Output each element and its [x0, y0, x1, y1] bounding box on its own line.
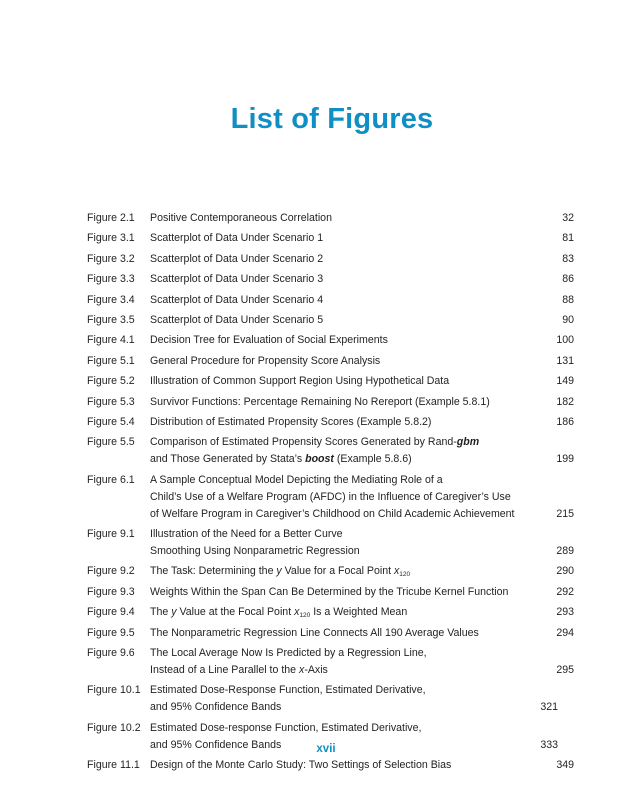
page-title: List of Figures — [230, 103, 434, 135]
caption-line: Scatterplot of Data Under Scenario 1 — [150, 232, 324, 245]
figure-caption — [150, 414, 529, 431]
figure-entry — [87, 353, 574, 370]
figure-number: Figure 5.4 — [87, 415, 135, 428]
caption-line: Positive Contemporaneous Correlation — [150, 212, 332, 224]
figure-entry — [87, 394, 574, 411]
figure-caption — [150, 563, 529, 580]
caption-line: Comparison of Estimated Propensity Scores Generated by Rand-gbm — [150, 436, 480, 449]
figure-list — [87, 210, 574, 778]
figure-entry — [87, 584, 574, 601]
caption-line: and 95% Confidence Bands — [150, 738, 282, 751]
caption-line: Distribution of Estimated Propensity Scores (Example 5.8.2) — [150, 415, 432, 428]
figure-caption — [150, 230, 529, 247]
figure-entry — [87, 472, 574, 523]
figure-caption — [150, 757, 529, 774]
page-ref: 294 — [556, 626, 574, 639]
figure-caption — [150, 332, 529, 349]
figure-caption — [150, 434, 529, 468]
figure-caption — [150, 292, 529, 309]
figure-entry — [87, 251, 574, 268]
figure-entry — [87, 332, 574, 349]
caption-line: The Task: Determining the y Value for a Focal Point $x_{120}$ — [150, 565, 411, 579]
caption-line: Instead of a Line Parallel to the x-Axis — [150, 664, 328, 677]
figure-number: Figure 4.1 — [87, 334, 135, 347]
figure-entry — [87, 271, 574, 288]
caption-line: Scatterplot of Data Under Scenario 3 — [150, 273, 324, 286]
figure-caption — [150, 604, 529, 621]
figure-caption — [150, 682, 529, 716]
figure-caption — [150, 394, 529, 411]
page-ref: 321 — [540, 701, 558, 714]
figure-entry — [87, 682, 574, 716]
figure-number: Figure 3.5 — [87, 313, 135, 326]
caption-line: Estimated Dose-response Function, Estimated Derivative, — [150, 721, 422, 734]
caption-line: of Welfare Program in Caregiver’s Childhood on Child Academic Achievement — [150, 507, 515, 520]
page-ref: 182 — [556, 395, 574, 408]
figure-number: Figure 3.1 — [87, 232, 135, 245]
caption-line: Illustration of the Need for a Better Curve — [150, 528, 343, 541]
figure-number: Figure 5.5 — [87, 436, 135, 449]
caption-line: Weights Within the Span Can Be Determined by the Tricube Kernel Function — [150, 585, 509, 598]
page-ref: 90 — [562, 313, 574, 326]
figure-caption — [150, 251, 529, 268]
figure-caption — [150, 625, 529, 642]
figure-entry — [87, 757, 574, 774]
caption-line: The Local Average Now Is Predicted by a Regression Line, — [150, 647, 427, 660]
page-ref: 293 — [556, 606, 574, 619]
figure-number: Figure 5.3 — [87, 395, 135, 408]
caption-line: Design of the Monte Carlo Study: Two Settings of Selection Bias — [150, 759, 452, 772]
page-ref: 88 — [562, 293, 574, 306]
page-ref: 81 — [562, 232, 574, 245]
figure-caption — [150, 645, 529, 679]
figure-number: Figure 11.1 — [87, 759, 140, 772]
page-ref: 333 — [540, 738, 558, 751]
figure-entry — [87, 604, 574, 621]
figure-number: Figure 3.2 — [87, 252, 135, 265]
caption-line: and Those Generated by Stata’s boost (Example 5.8.6) — [150, 453, 412, 466]
page-ref: 289 — [556, 545, 574, 558]
figure-number: Figure 3.4 — [87, 293, 135, 306]
figure-number: Figure 3.3 — [87, 273, 135, 286]
page-ref: 149 — [556, 375, 574, 388]
figure-entry — [87, 625, 574, 642]
figure-entry — [87, 373, 574, 390]
figure-entry — [87, 230, 574, 247]
figure-number: Figure 10.2 — [87, 721, 141, 734]
page-ref: 292 — [556, 585, 574, 598]
caption-line: Estimated Dose-Response Function, Estimated Derivative, — [150, 684, 426, 697]
page-ref: 186 — [556, 415, 574, 428]
page-ref: 295 — [556, 664, 574, 677]
page-ref: 83 — [562, 252, 574, 265]
caption-line: Scatterplot of Data Under Scenario 4 — [150, 293, 324, 306]
caption-line: Smoothing Using Nonparametric Regression — [150, 545, 360, 558]
caption-line: Scatterplot of Data Under Scenario 5 — [150, 313, 324, 326]
caption-line: The Nonparametric Regression Line Connects All 190 Average Values — [150, 626, 479, 639]
caption-line: Scatterplot of Data Under Scenario 2 — [150, 252, 324, 265]
figure-number: Figure 2.1 — [87, 212, 135, 224]
figure-caption — [150, 526, 529, 560]
figure-entry — [87, 292, 574, 309]
page-number: xvii — [316, 743, 336, 755]
page-ref: 215 — [556, 507, 574, 520]
figure-number: Figure 10.1 — [87, 684, 141, 697]
figure-caption — [150, 472, 529, 523]
figure-entry — [87, 210, 574, 227]
caption-line: and 95% Confidence Bands — [150, 701, 282, 714]
figure-caption — [150, 373, 529, 390]
caption-line: Decision Tree for Evaluation of Social Experiments — [150, 334, 388, 347]
figure-number: Figure 6.1 — [87, 473, 135, 486]
figure-number: Figure 9.6 — [87, 647, 135, 660]
caption-line: Illustration of Common Support Region Using Hypothetical Data — [150, 375, 450, 388]
figure-caption — [150, 353, 529, 370]
figure-number: Figure 9.2 — [87, 565, 135, 578]
figure-number: Figure 9.5 — [87, 626, 135, 639]
page-ref: 199 — [556, 453, 574, 466]
figure-entry — [87, 645, 574, 679]
figure-number: Figure 9.4 — [87, 606, 135, 619]
figure-caption — [150, 210, 529, 227]
figure-number: Figure 9.3 — [87, 585, 135, 598]
caption-line: Survivor Functions: Percentage Remaining No Rereport (Example 5.8.1) — [150, 395, 490, 408]
figure-entry — [87, 434, 574, 468]
figure-number: Figure 5.2 — [87, 375, 135, 388]
figure-number: Figure 5.1 — [87, 354, 135, 367]
page-ref: 100 — [556, 334, 574, 347]
figure-number: Figure 9.1 — [87, 528, 135, 541]
caption-line: General Procedure for Propensity Score Analysis — [150, 354, 381, 367]
caption-line: Child’s Use of a Welfare Program (AFDC) in the Influence of Caregiver’s Use — [150, 490, 511, 503]
page-ref: 290 — [556, 565, 574, 578]
page-ref: 349 — [556, 759, 574, 772]
caption-line: The y Value at the Focal Point $x_{120}$ Is a Weighted Mean — [150, 606, 408, 620]
caption-line: A Sample Conceptual Model Depicting the Mediating Role of a — [150, 473, 443, 486]
figure-caption — [150, 271, 529, 288]
figure-entry — [87, 312, 574, 329]
figure-entry — [87, 526, 574, 560]
figure-entry — [87, 563, 574, 580]
figure-caption — [150, 312, 529, 329]
page-ref: 86 — [562, 273, 574, 286]
figure-caption — [150, 584, 529, 601]
page-ref: 131 — [556, 354, 574, 367]
figure-entry — [87, 414, 574, 431]
page-ref: 32 — [562, 212, 574, 224]
